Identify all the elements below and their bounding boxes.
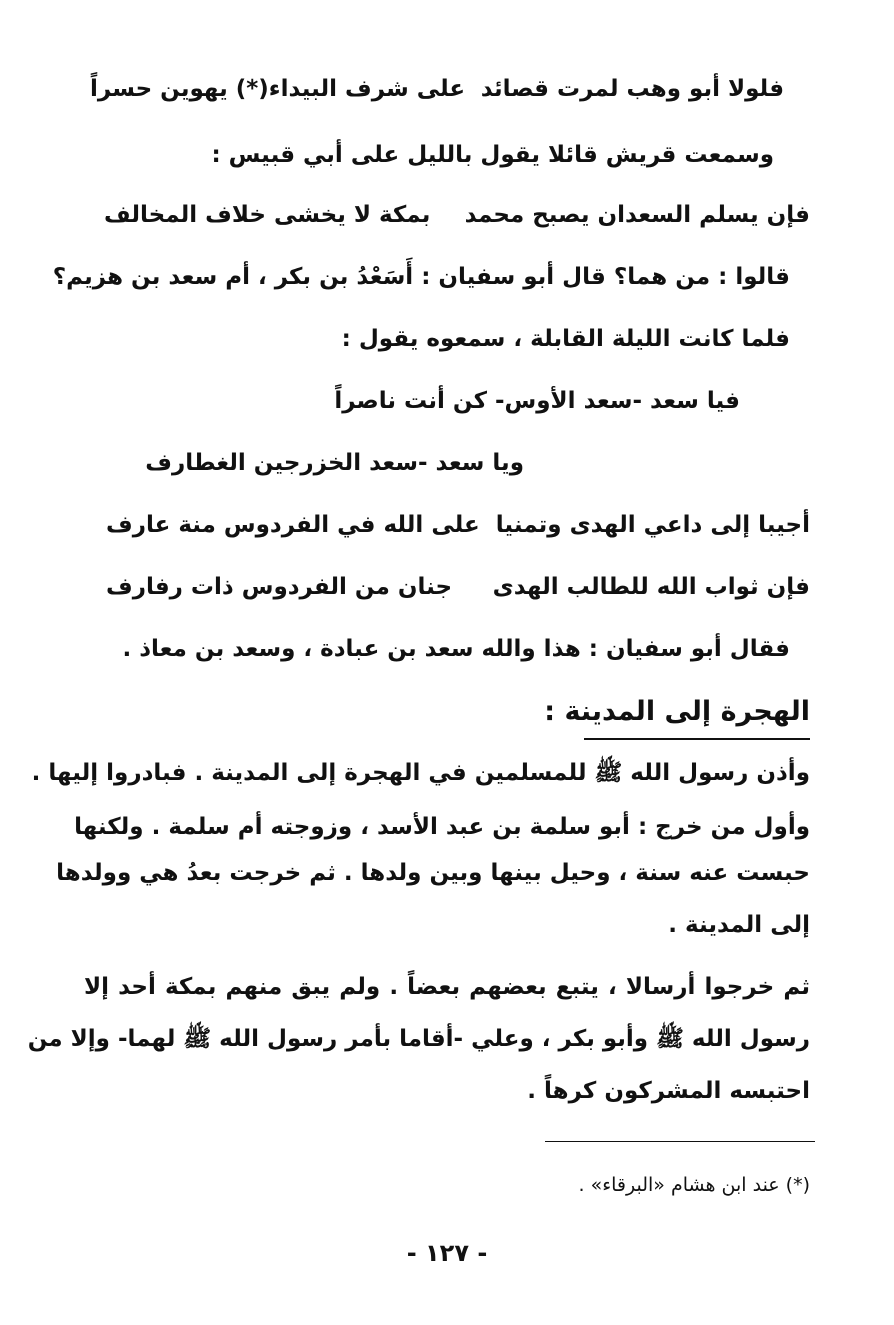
paragraph1-line: إلى المدينة . bbox=[668, 912, 810, 938]
paragraph1-line: حبست عنه سنة ، وحيل بينها وبين ولدها . ثم خرجت بعدُ هي وولدها bbox=[56, 860, 810, 886]
heading-underline bbox=[584, 738, 810, 740]
poem3-line-1: فيا سعد -سعد الأوس- كن أنت ناصراً bbox=[334, 388, 740, 414]
narration-line-2: قالوا : من هما؟ قال أبو سفيان : أَسَعْدُ بن بكر ، أم سعد بن هزيم؟ bbox=[52, 264, 790, 290]
narration-line-1: وسمعت قريش قائلا يقول بالليل على أبي قبيس : bbox=[211, 142, 774, 168]
poem1-verse1-first-hemistich: فلولا أبو وهب لمرت قصائد bbox=[480, 76, 784, 102]
poem3-verse2-first-hemistich: أجيبا إلى داعي الهدى وتمنيا bbox=[495, 512, 810, 538]
footnote: (*) عند ابن هشام «البرقاء» . bbox=[578, 1174, 810, 1196]
poem3-verse3-first-hemistich: فإن ثواب الله للطالب الهدى bbox=[492, 574, 810, 600]
footnote-separator bbox=[545, 1141, 815, 1142]
narration-line-4: فقال أبو سفيان : هذا والله سعد بن عبادة ، وسعد بن معاذ . bbox=[122, 636, 790, 662]
paragraph1-line: وأذن رسول الله ﷺ للمسلمين في الهجرة إلى المدينة . فبادروا إليها . bbox=[31, 760, 810, 786]
page-number: - ١٢٧ - bbox=[406, 1239, 488, 1267]
poem3-verse2-second-hemistich: على الله في الفردوس منة عارف bbox=[106, 512, 480, 538]
narration-line-3: فلما كانت الليلة القابلة ، سمعوه يقول : bbox=[341, 326, 790, 352]
poem3-verse3-second-hemistich: جنان من الفردوس ذات رفارف bbox=[106, 574, 453, 600]
paragraph2-line: رسول الله ﷺ وأبو بكر ، وعلي -أقاما بأمر رسول الله ﷺ لهما- وإلا من bbox=[27, 1026, 810, 1052]
poem3-line-2: ويا سعد -سعد الخزرجين الغطارف bbox=[145, 450, 524, 476]
poem2-verse1-first-hemistich: فإن يسلم السعدان يصبح محمد bbox=[464, 202, 810, 228]
paragraph1-line: وأول من خرج : أبو سلمة بن عبد الأسد ، وزوجته أم سلمة . ولكنها bbox=[74, 814, 810, 840]
section-heading: الهجرة إلى المدينة : bbox=[544, 696, 810, 727]
poem1-verse1-second-hemistich: على شرف البيداء(*) يهوين حسراً bbox=[90, 76, 466, 102]
poem2-verse1-second-hemistich: بمكة لا يخشى خلاف المخالف bbox=[104, 202, 431, 228]
paragraph2-line: احتبسه المشركون كرهاً . bbox=[527, 1078, 810, 1104]
paragraph2-line: ثم خرجوا أرسالا ، يتبع بعضهم بعضاً . ولم يبق منهم بمكة أحد إلا bbox=[84, 974, 810, 1000]
